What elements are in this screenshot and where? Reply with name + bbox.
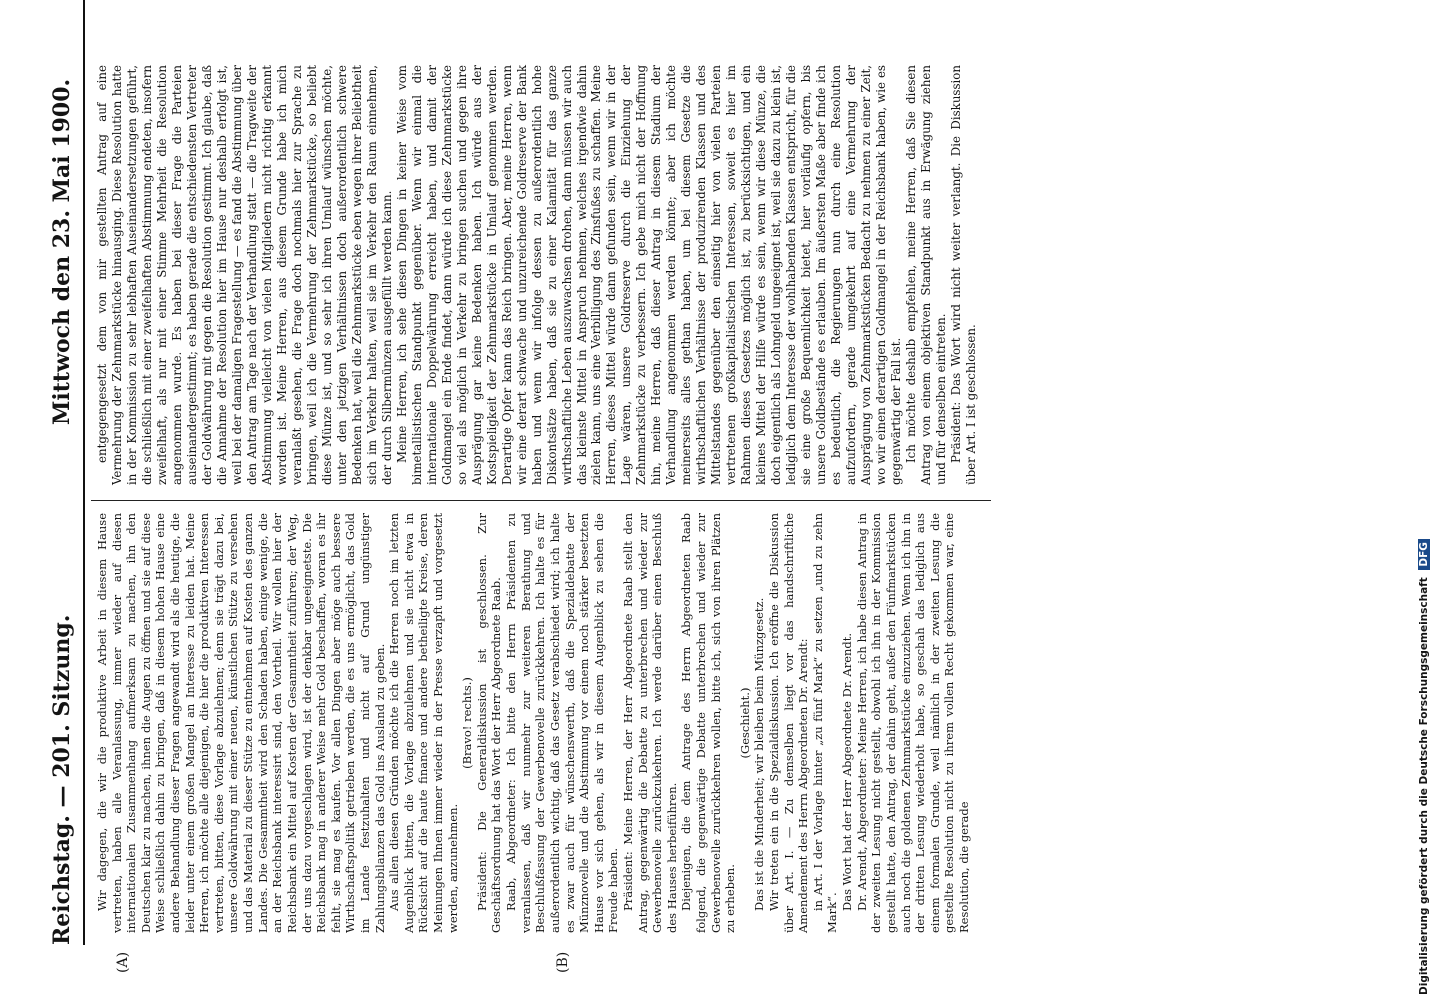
header-date: Mittwoch den 23. Mai 1900. [49,78,75,425]
digitization-note [1418,539,1430,995]
paragraph: Dr. Arendt, Abgeordneter: Meine Herren, ich habe diesen Antrag in der zweiten Lesung nicht gestellt, obwohl ich ihn in der Kommission gestellt hatte, den Antrag, der dahin geht, außer den Fünfmarkstücken auch noch die goldenen Zehnmarkstücke einzuziehen. Wenn ich ihn in der dritten Lesung wiederholt habe, so geschah das lediglich aus einem formalen Grunde, weil nämlich in der zweiten Lesung die gestellte Resolution nicht zu ihrem vollen Recht gekommen war, eine Resolution, die gerade [854,513,971,933]
paragraph: Diejenigen, die dem Antrage des Herrn Abgeordneten Raab folgend, die gegenwärtige Debatte unterbrechen und wieder zur Gewerbenovelle zurückkehren wollen, bitte ich, sich von ihren Plätzen zu erheben. [679,513,738,933]
paragraph: Wir dagegen, die wir die produktive Arbeit in diesem Hause vertreten, haben alle Veranlassung, immer wieder auf diesen internationalen Zusammenhang aufmerksam zu machen, ihn den Deutschen klar zu machen, ihnen die Augen zu öffnen und sie auf diese Weise schließlich dahin zu bringen, daß in diesem hohen Hause eine andere Behandlung dieser Fragen angewandt wird als die heutige, die leider unter einem großen Mangel an Interesse zu leiden hat. Meine Herren, ich möchte alle diejenigen, die hier die produktiven Interessen vertreten, bitten, diese Vorlage abzulehnen; denn sie trägt dazu bei, unsere Goldwährung mit einer neuen, künstlichen Stütze zu versehen und das Material zu dieser Stütze zu entnehmen auf Kosten des ganzen Landes. Die Gesammtheit wird den Schaden haben, einige wenige, die an der Reichsbank interessirt sind, den Vortheil. Wir wollen hier der Reichsbank ein Mittel auf Kosten der Gesammtheit zuführen; der Weg, der uns dazu vorgeschlagen wird, ist der denkbar ungeeignetste. Die Reichsbank mag in anderer Weise mehr Gold beschaffen, woran es ihr fehlt, sie mag es kaufen. Vor allen Dingen aber möge auch bessere Wirthschaftspolitik getrieben werden, die es uns ermöglicht, das Gold im Lande festzuhalten und nicht auf Grund ungünstiger Zahlungsbilanzen das Gold ins Ausland zu geben. [95,513,387,933]
margin-mark-a: (A) [115,951,131,973]
interjection: (Bravo! rechts.) [460,677,475,769]
paragraph: Präsident: Das Wort wird nicht weiter verlangt. Die Diskussion über Art. I ist geschlossen. [949,65,979,485]
interjection: (Geschieht.) [737,687,752,759]
paragraph: Wir treten ein in die Spezialdiskussion. Ich eröffne die Diskussion über Art. I. — Zu demselben liegt vor das handschriftliche Amendement des Herrn Abgeordneten Dr. Arendt: [767,513,811,933]
paragraph: Meine Herren, ich sehe diesen Dingen in keiner Weise vom bimetallistischen Standpunkt gegenüber. Wenn wir einmal die internationale Doppelwährung erreicht haben, und damit der Goldmangel ein Ende findet, dann würde ich diese Zehnmarkstücke so viel als möglich in Verkehr zu bringen suchen und gegen ihre Ausprägung gar keine Bedenken haben. Ich würde aus der Kostspieligkeit der Zehnmarkstücke in Umlauf genommen werden. Derartige Opfer kann das Reich bringen. Aber, meine Herren, wenn wir eine derart schwache und unzureichende Goldreserve der Bank haben und wenn wir infolge dessen zu außerordentlich hohe Diskontsätze haben, daß sie zu einer Kalamität für das ganze wirthschaftliche Leben auszuwachsen drohen, dann müssen wir auch das kleinste Mittel in Anspruch nehmen, welches irgendwie dahin zielen kann, uns eine Verbilligung des Zinsfußes zu schaffen. Meine Herren, dieses Mittel würde dann gefunden sein, wenn wir in der Lage wären, unsere Goldreserve durch die Einziehung der Zehnmarkstücke zu verbessern. Ich gebe mich nicht der Hoffnung hin, meine Herren, daß dieser Antrag in diesem Stadium der Verhandlung angenommen werden könnte; aber ich möchte meinerseits alles gethan haben, um bei diesem Gesetze die wirthschaftlichen Verhältnisse der produzirenden Klassen und des Mittelstandes gegenüber den einseitig hier von vielen Parteien vertretenen großkapitalistischen Interessen, soweit es hier im Rahmen dieses Gesetzes möglich ist, zu berücksichtigen, und ein kleines Mittel der Hilfe würde es sein, wenn wir diese Münze, die doch eigentlich als Lohngeld ungeeignet ist, weil sie dazu zu klein ist, lediglich dem Interesse der wohlhabenden Klassen entspricht, für die sie eine große Bequemlichkeit bietet, hier vorläufig opfern, bis unsere Goldbestände es erlauben. Im äußersten Maße aber finde ich es bedeutlich, die Regierungen nun durch eine Resolution aufzufordern, gerade umgekehrt auf eine Vermehrung der Ausprägung von Zehnmarkstücken Bedacht zu nehmen zu einer Zeit, wo wir einen derartigen Goldmangel in der Reichsbank haben, wie es gegenwärtig der Fall ist. [394,65,904,485]
amendment-text: in Art. I der Vorlage hinter „zu fünf Mark“ zu setzen „und zu zehn Mark“. [810,513,840,933]
paragraph: entgegengesetzt dem von mir gestellten Antrag auf eine Vermehrung der Zehnmarkstücke hinausging. Diese Resolution hatte in der Kommission zu sehr lebhaften Auseinandersetzungen geführt, die schließlich mit einer zweifelhaften Abstimmung endeten, insofern zweifelhaft, als nur mit einer Stimme Mehrheit die Resolution angenommen wurde. Es haben bei dieser Frage die Parteien auseinandergestimmt; es haben gerade die entschiedensten Vertreter der Goldwährung mit gegen die Resolution gestimmt. Ich glaube, daß die Annahme der Resolution hier im Hause nur deshalb erfolgt ist, weil bei der damaligen Fragestellung — es fand die Abstimmung über den Antrag am Tage nach der Verhandlung statt — die Tragweite der Abstimmung vielleicht von vielen Mitgliedern nicht richtig erkannt worden ist. Meine Herren, aus diesem Grunde habe ich mich veranlaßt gesehen, die Frage doch nochmals hier zur Sprache zu bringen, weil ich die Vermehrung der Zehnmarkstücke, so beliebt diese Münze ist, und so sehr ich ihren Umlauf wünschen möchte, unter den jetzigen Verhältnissen doch außerordentlich schwere Bedenken hat, weil die Zehnmarkstücke eben wegen ihrer Beliebtheit sich im Verkehr halten, weil sie im Verkehr den Raum einnehmen, der durch Silbermünzen ausgefüllt werden kann. [95,65,394,485]
paragraph: Präsident: Die Generaldiskussion ist geschlossen. Zur Geschäftsordnung hat das Wort der Herr Abgeordnete Raab. [474,513,504,933]
paragraph: Ich möchte deshalb empfehlen, meine Herren, daß Sie diesen Antrag von einem objektiven Standpunkt aus in Erwägung ziehen und für denselben eintreten. [904,65,949,485]
column-divider [91,500,991,501]
paragraph: Das ist die Minderheit; wir bleiben beim Münzgesetz. [752,597,767,911]
header-session: Reichstag. — 201. Sitzung. [49,614,75,945]
paragraph: Aus allen diesen Gründen möchte ich die Herren noch im letzten Augenblick bitten, die Vorlage abzulehnen und sie nicht etwa in Rücksicht auf die haute finance und andere betheiligte Kreise, deren Meinungen Ihnen immer wieder in der Presse verzapft und vorgesetzt werden, anzunehmen. [387,513,460,933]
right-column [95,65,979,485]
paragraph: Raab, Abgeordneter: Ich bitte den Herrn Präsidenten zu veranlassen, daß wir nunmehr zur weiteren Berathung und Beschlußfassung der Gewerbenovelle zurückkehren. Ich halte es für außerordentlich wichtig, daß das Gesetz verabschiedet wird; ich halte es zwar auch für wünschenswerth, daß die Spezialdebatte der Münznovelle und die Abstimmung vor einem noch stärker besetzten Hause vor sich gehen, als wir in diesem Augenblick zu sehen die Freude haben. [504,513,621,933]
digitization-note-text: Digitalisierung gefördert durch die Deutsche Forschungsgemeinschaft [1418,577,1430,995]
dfg-logo: DFG [1418,539,1430,570]
document-page [35,0,1005,985]
margin-mark-b: (B) [555,951,571,973]
paragraph: Das Wort hat der Herr Abgeordnete Dr. Arendt. [840,632,855,911]
left-column [95,513,972,933]
header-rule [83,0,85,945]
paragraph: Präsident: Meine Herren, der Herr Abgeordnete Raab stellt den Antrag, gegenwärtig die Debatte zu unterbrechen und wieder zur Gewerbenovelle zurückzukehren. Ich werde darüber einen Beschluß des Hauses herbeiführen. [620,513,679,933]
